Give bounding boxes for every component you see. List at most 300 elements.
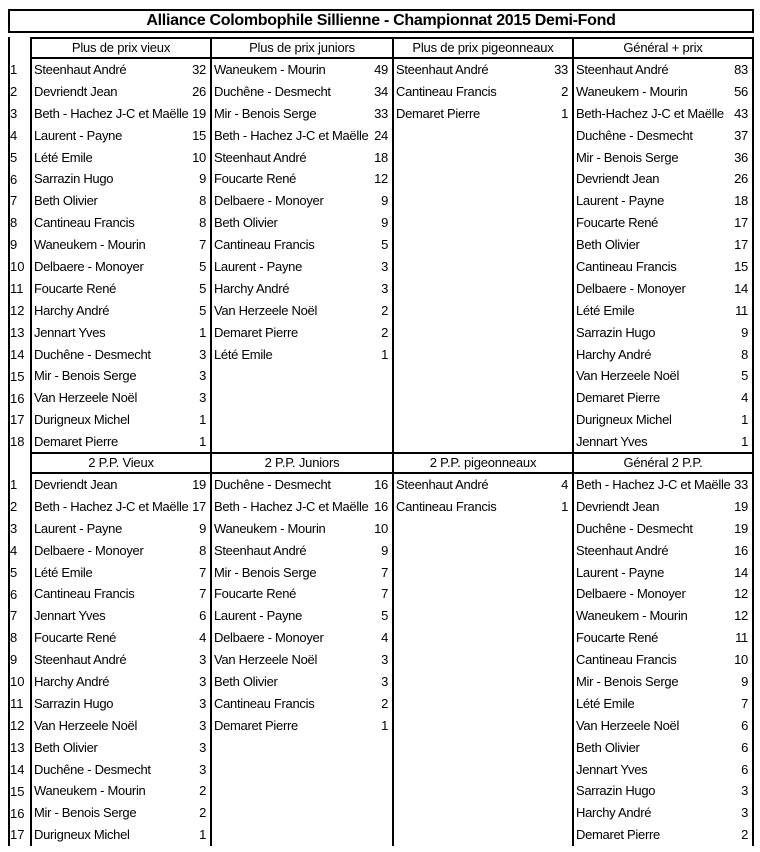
table-row: [32, 737, 210, 759]
ranking-column: [30, 452, 212, 846]
points-value: 7: [381, 586, 388, 602]
rank-number: 2: [10, 83, 18, 99]
points-value: 9: [381, 215, 388, 231]
fancier-name: Demaret Pierre: [576, 390, 660, 406]
table-row: [32, 344, 210, 366]
ranking-column: [572, 452, 754, 846]
fancier-name: Delbaere - Monoyer: [576, 586, 686, 602]
points-value: 1: [741, 412, 748, 428]
ranking-column: [30, 37, 212, 453]
table-row: [212, 649, 392, 671]
table-row: [32, 125, 210, 147]
table-row: [32, 518, 210, 540]
rank-number: 6: [10, 586, 18, 602]
rank-number: 1: [10, 477, 18, 492]
table-row: [574, 234, 752, 256]
fancier-name: Waneukem - Mourin: [214, 62, 326, 77]
page-title: Alliance Colombophile Sillienne - Championnat 2015 Demi-Fond: [8, 9, 754, 33]
table-row: [32, 540, 210, 562]
fancier-name: Waneukem - Mourin: [34, 237, 146, 253]
column-header: Général + prix: [574, 37, 752, 59]
table-row: [32, 387, 210, 409]
section-2: [8, 452, 754, 846]
points-value: 33: [554, 62, 568, 77]
fancier-name: Laurent - Payne: [214, 259, 303, 275]
table-row: [574, 627, 752, 649]
table-row: [32, 780, 210, 802]
fancier-name: Foucarte René: [576, 215, 659, 231]
fancier-name: Steenhaut André: [214, 149, 307, 165]
table-row: [32, 802, 210, 824]
fancier-name: Foucarte René: [34, 280, 117, 296]
rank-number: 10: [10, 674, 25, 690]
points-value: 1: [199, 412, 206, 428]
table-row: [32, 474, 210, 496]
points-value: 19: [734, 498, 748, 514]
fancier-name: Beth-Hachez J-C et Maëlle: [576, 105, 724, 121]
points-value: 32: [192, 62, 206, 77]
fancier-name: Beth - Hachez J-C et Maëlle: [576, 477, 731, 492]
table-row: [574, 125, 752, 147]
fancier-name: Waneukem - Mourin: [214, 520, 326, 536]
table-row: [574, 190, 752, 212]
points-value: 6: [199, 608, 206, 624]
table-row: [574, 780, 752, 802]
table-row: [32, 234, 210, 256]
fancier-name: Delbaere - Monoyer: [34, 542, 144, 558]
points-value: 8: [199, 542, 206, 558]
table-row: [212, 168, 392, 190]
table-row: [212, 190, 392, 212]
fancier-name: Laurent - Payne: [576, 193, 665, 209]
fancier-name: Mir - Benois Serge: [576, 149, 679, 165]
points-value: 6: [741, 761, 748, 777]
points-value: 18: [734, 193, 748, 209]
column-header: Plus de prix pigeonneaux: [394, 37, 572, 59]
points-value: 1: [381, 717, 388, 733]
table-row: [32, 583, 210, 605]
table-row: [212, 212, 392, 234]
table-row: [32, 103, 210, 125]
table-row: [212, 234, 392, 256]
rank-number: 18: [10, 434, 25, 450]
rank-number: 8: [10, 630, 18, 646]
table-row: [32, 81, 210, 103]
table-row: [574, 518, 752, 540]
column-header: 2 P.P. Vieux: [32, 452, 210, 474]
points-value: 5: [199, 280, 206, 296]
fancier-name: Cantineau Francis: [34, 215, 135, 231]
points-value: 3: [199, 761, 206, 777]
points-value: 16: [734, 542, 748, 558]
points-value: 1: [561, 498, 568, 514]
rank-number: 4: [10, 127, 18, 143]
points-value: 4: [741, 390, 748, 406]
rank-number: 10: [10, 259, 25, 275]
points-value: 2: [561, 83, 568, 99]
points-value: 15: [192, 127, 206, 143]
points-value: 19: [192, 105, 206, 121]
fancier-name: Lété Emile: [214, 346, 273, 362]
points-value: 19: [192, 477, 206, 492]
points-value: 2: [199, 805, 206, 821]
table-row: [212, 300, 392, 322]
table-row: [574, 278, 752, 300]
fancier-name: Laurent - Payne: [576, 564, 665, 580]
points-value: 1: [381, 346, 388, 362]
points-value: 16: [374, 498, 388, 514]
table-row: [32, 496, 210, 518]
fancier-name: Foucarte René: [214, 586, 297, 602]
fancier-name: Sarrazin Hugo: [34, 171, 114, 187]
points-value: 12: [734, 586, 748, 602]
points-value: 2: [741, 827, 748, 843]
points-value: 5: [381, 237, 388, 253]
fancier-name: Jennart Yves: [34, 324, 106, 340]
fancier-name: Beth - Hachez J-C et Maëlle: [34, 105, 189, 121]
points-value: 49: [374, 62, 388, 77]
rank-number: 16: [10, 805, 25, 821]
rank-number: 11: [10, 281, 24, 296]
table-row: [212, 278, 392, 300]
points-value: 11: [735, 630, 748, 646]
table-row: [574, 824, 752, 846]
fancier-name: Van Herzeele Noël: [34, 717, 138, 733]
table-row: [32, 409, 210, 431]
points-value: 36: [734, 149, 748, 165]
points-value: 2: [381, 324, 388, 340]
points-value: 17: [192, 498, 206, 514]
points-value: 26: [734, 171, 748, 187]
fancier-name: Beth Olivier: [576, 739, 640, 755]
table-row: [212, 518, 392, 540]
table-row: [574, 300, 752, 322]
points-value: 14: [734, 280, 748, 296]
table-row: [212, 540, 392, 562]
fancier-name: Delbaere - Monoyer: [34, 259, 144, 275]
rank-number: 9: [10, 237, 18, 253]
points-value: 8: [741, 346, 748, 362]
fancier-name: Beth Olivier: [34, 193, 98, 209]
table-row: [32, 365, 210, 387]
rank-number: 1: [10, 62, 18, 77]
ranking-column: [210, 37, 394, 453]
rank-number: 5: [10, 149, 18, 165]
column-header: Plus de prix juniors: [212, 37, 392, 59]
fancier-name: Devriendt Jean: [576, 171, 660, 187]
fancier-name: Mir - Benois Serge: [34, 805, 137, 821]
fancier-name: Beth Olivier: [214, 674, 278, 690]
table-row: [574, 540, 752, 562]
fancier-name: Demaret Pierre: [396, 105, 480, 121]
rank-number: 9: [10, 652, 18, 668]
fancier-name: Delbaere - Monoyer: [576, 280, 686, 296]
fancier-name: Cantineau Francis: [396, 83, 497, 99]
points-value: 1: [199, 434, 206, 450]
rank-column: [8, 452, 32, 846]
points-value: 34: [374, 83, 388, 99]
table-row: [574, 583, 752, 605]
points-value: 11: [735, 302, 748, 318]
fancier-name: Duchêne - Desmecht: [34, 346, 151, 362]
points-value: 3: [741, 805, 748, 821]
table-row: [574, 147, 752, 169]
points-value: 4: [381, 630, 388, 646]
fancier-name: Durigneux Michel: [34, 827, 130, 843]
column-header: 2 P.P. pigeonneaux: [394, 452, 572, 474]
points-value: 3: [199, 652, 206, 668]
points-value: 17: [734, 215, 748, 231]
section-1: [8, 37, 754, 453]
points-value: 37: [734, 127, 748, 143]
table-row: [574, 168, 752, 190]
table-row: [212, 474, 392, 496]
table-row: [32, 562, 210, 584]
fancier-name: Lété Emile: [576, 695, 635, 711]
fancier-name: Harchy André: [214, 280, 290, 296]
table-row: [32, 715, 210, 737]
table-row: [212, 496, 392, 518]
table-row: [32, 256, 210, 278]
points-value: 14: [734, 564, 748, 580]
points-value: 33: [374, 105, 388, 121]
table-row: [212, 59, 392, 81]
rank-number: 16: [10, 390, 25, 406]
points-value: 18: [374, 149, 388, 165]
points-value: 26: [192, 83, 206, 99]
points-value: 43: [734, 105, 748, 121]
table-row: [574, 387, 752, 409]
table-row: [394, 103, 572, 125]
column-header: Plus de prix vieux: [32, 37, 210, 59]
fancier-name: Beth Olivier: [34, 739, 98, 755]
table-row: [32, 190, 210, 212]
fancier-name: Beth - Hachez J-C et Maëlle: [214, 498, 369, 514]
points-value: 2: [381, 695, 388, 711]
fancier-name: Durigneux Michel: [576, 412, 672, 428]
points-value: 7: [741, 695, 748, 711]
fancier-name: Harchy André: [576, 805, 652, 821]
points-value: 19: [734, 520, 748, 536]
rank-number: 15: [10, 368, 25, 384]
fancier-name: Cantineau Francis: [214, 237, 315, 253]
points-value: 12: [734, 608, 748, 624]
fancier-name: Cantineau Francis: [576, 259, 677, 275]
rank-number: 4: [10, 542, 18, 558]
fancier-name: Demaret Pierre: [34, 434, 118, 450]
points-value: 3: [381, 259, 388, 275]
fancier-name: Beth - Hachez J-C et Maëlle: [34, 498, 189, 514]
points-value: 1: [561, 105, 568, 121]
table-row: [32, 759, 210, 781]
fancier-name: Devriendt Jean: [34, 477, 118, 492]
points-value: 9: [381, 193, 388, 209]
points-value: 3: [381, 674, 388, 690]
points-value: 9: [741, 674, 748, 690]
fancier-name: Steenhaut André: [214, 542, 307, 558]
fancier-name: Mir - Benois Serge: [214, 564, 317, 580]
points-value: 9: [381, 542, 388, 558]
points-value: 3: [199, 739, 206, 755]
table-row: [32, 147, 210, 169]
rank-number: 13: [10, 739, 25, 755]
table-row: [212, 125, 392, 147]
fancier-name: Cantineau Francis: [396, 498, 497, 514]
table-row: [212, 715, 392, 737]
table-row: [32, 212, 210, 234]
points-value: 7: [199, 564, 206, 580]
points-value: 4: [561, 477, 568, 492]
rank-number: 12: [10, 302, 25, 318]
table-row: [32, 300, 210, 322]
fancier-name: Delbaere - Monoyer: [214, 193, 324, 209]
fancier-name: Foucarte René: [34, 630, 117, 646]
table-row: [32, 278, 210, 300]
fancier-name: Laurent - Payne: [34, 127, 123, 143]
fancier-name: Delbaere - Monoyer: [214, 630, 324, 646]
fancier-name: Van Herzeele Noël: [576, 717, 680, 733]
points-value: 24: [374, 127, 388, 143]
points-value: 7: [199, 586, 206, 602]
fancier-name: Lété Emile: [34, 564, 93, 580]
fancier-name: Mir - Benois Serge: [576, 674, 679, 690]
table-row: [32, 59, 210, 81]
table-row: [32, 693, 210, 715]
table-row: [574, 605, 752, 627]
points-value: 16: [374, 477, 388, 492]
table-row: [212, 693, 392, 715]
rank-number: 17: [10, 827, 25, 843]
table-row: [574, 365, 752, 387]
table-row: [212, 103, 392, 125]
points-value: 1: [199, 324, 206, 340]
points-value: 56: [734, 83, 748, 99]
fancier-name: Jennart Yves: [576, 761, 648, 777]
table-row: [32, 605, 210, 627]
fancier-name: Harchy André: [34, 302, 110, 318]
fancier-name: Harchy André: [34, 674, 110, 690]
fancier-name: Sarrazin Hugo: [576, 783, 656, 799]
table-row: [212, 147, 392, 169]
fancier-name: Duchêne - Desmecht: [214, 83, 331, 99]
column-header: Général 2 P.P.: [574, 452, 752, 474]
points-value: 6: [741, 739, 748, 755]
table-row: [32, 671, 210, 693]
fancier-name: Van Herzeele Noël: [214, 302, 318, 318]
points-value: 5: [199, 302, 206, 318]
table-row: [212, 81, 392, 103]
points-value: 1: [199, 827, 206, 843]
points-value: 10: [192, 149, 206, 165]
rank-number: 14: [10, 346, 25, 362]
points-value: 10: [374, 520, 388, 536]
fancier-name: Demaret Pierre: [214, 324, 298, 340]
table-row: [574, 649, 752, 671]
fancier-name: Steenhaut André: [34, 62, 127, 77]
table-row: [574, 103, 752, 125]
ranking-column: [392, 452, 574, 846]
ranking-column: [572, 37, 754, 453]
rank-number: 14: [10, 761, 25, 777]
fancier-name: Steenhaut André: [576, 542, 669, 558]
points-value: 83: [734, 62, 748, 77]
points-value: 1: [741, 434, 748, 450]
fancier-name: Duchêne - Desmecht: [214, 477, 331, 492]
fancier-name: Foucarte René: [576, 630, 659, 646]
table-row: [574, 759, 752, 781]
table-row: [394, 474, 572, 496]
fancier-name: Lété Emile: [34, 149, 93, 165]
points-value: 33: [734, 477, 748, 492]
rank-number: 3: [10, 520, 18, 536]
points-value: 5: [381, 608, 388, 624]
points-value: 7: [381, 564, 388, 580]
fancier-name: Mir - Benois Serge: [214, 105, 317, 121]
fancier-name: Cantineau Francis: [576, 652, 677, 668]
rank-number: 5: [10, 564, 18, 580]
table-row: [394, 496, 572, 518]
table-row: [212, 322, 392, 344]
fancier-name: Cantineau Francis: [214, 695, 315, 711]
fancier-name: Steenhaut André: [576, 62, 669, 77]
table-row: [574, 322, 752, 344]
points-value: 3: [199, 368, 206, 384]
rank-number: 12: [10, 717, 25, 733]
table-row: [394, 81, 572, 103]
points-value: 2: [199, 783, 206, 799]
points-value: 3: [741, 783, 748, 799]
points-value: 17: [734, 237, 748, 253]
fancier-name: Jennart Yves: [34, 608, 106, 624]
fancier-name: Steenhaut André: [34, 652, 127, 668]
table-row: [574, 562, 752, 584]
rank-number: 17: [10, 412, 25, 428]
fancier-name: Duchêne - Desmecht: [576, 520, 693, 536]
table-row: [212, 605, 392, 627]
table-row: [574, 496, 752, 518]
points-value: 6: [741, 717, 748, 733]
points-value: 3: [199, 674, 206, 690]
fancier-name: Demaret Pierre: [214, 717, 298, 733]
table-row: [212, 344, 392, 366]
table-row: [212, 256, 392, 278]
fancier-name: Beth Olivier: [214, 215, 278, 231]
fancier-name: Jennart Yves: [576, 434, 648, 450]
fancier-name: Beth - Hachez J-C et Maëlle: [214, 127, 369, 143]
rank-number: 2: [10, 498, 18, 514]
points-value: 3: [199, 695, 206, 711]
fancier-name: Steenhaut André: [396, 477, 489, 492]
table-row: [212, 627, 392, 649]
points-value: 9: [199, 171, 206, 187]
points-value: 3: [381, 280, 388, 296]
fancier-name: Waneukem - Mourin: [34, 783, 146, 799]
table-row: [574, 344, 752, 366]
table-row: [212, 562, 392, 584]
table-row: [574, 212, 752, 234]
points-value: 3: [381, 652, 388, 668]
fancier-name: Van Herzeele Noël: [576, 368, 680, 384]
fancier-name: Sarrazin Hugo: [576, 324, 656, 340]
table-row: [394, 59, 572, 81]
fancier-name: Foucarte René: [214, 171, 297, 187]
rank-number: 7: [10, 193, 18, 209]
table-row: [574, 256, 752, 278]
rank-number: 8: [10, 215, 18, 231]
ranking-column: [392, 37, 574, 453]
points-value: 8: [199, 215, 206, 231]
table-row: [574, 431, 752, 453]
